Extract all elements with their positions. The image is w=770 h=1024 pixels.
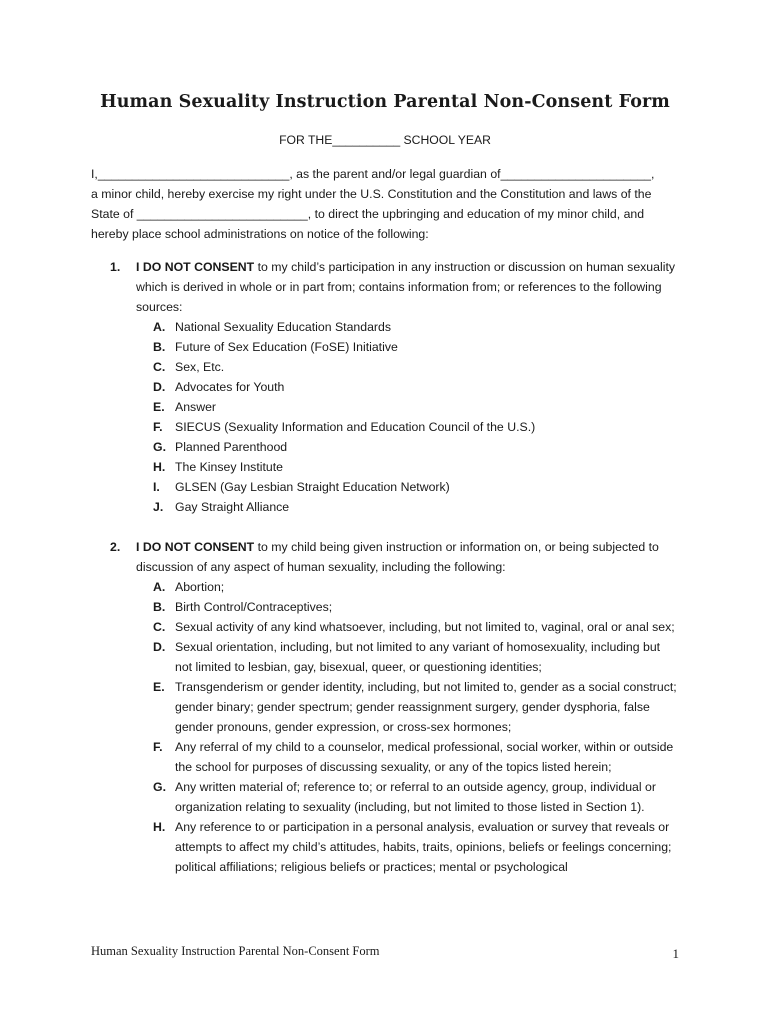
page-number: 1 [672,946,679,961]
item-text: Sex, Etc. [175,360,225,374]
list-item [136,777,680,817]
item-text: Answer [175,400,217,414]
list-item [136,437,680,457]
item-letter: D. [153,640,166,654]
item-text: Any written material of; reference to; or referral to an outside agency, group, individual or organization relating to sexuality (including, but not limited to those listed in Section 1). [175,780,656,814]
item-text: The Kinsey Institute [175,460,283,474]
list-item [136,457,680,477]
item-letter: J. [153,500,164,514]
item-letter: E. [153,680,165,694]
item-text: Advocates for Youth [175,380,285,394]
section-text: to my child being given instruction or information on, or being subjected to discussion of any aspect of human sexuality, including the following: [136,540,659,574]
item-letter: B. [153,340,166,354]
list-item [136,637,680,677]
item-text: Any referral of my child to a counselor, medical professional, social worker, within or outside the school for purposes of discussing sexuality, or any of the topics listed herein; [175,740,674,774]
item-text: Sexual activity of any kind whatsoever, including, but not limited to, vaginal, oral or anal sex; [175,620,675,634]
list-item [136,357,680,377]
list-item [136,317,680,337]
intro-paragraph [91,164,681,244]
item-text: National Sexuality Education Standards [175,320,392,334]
section-number: 1. [110,260,121,274]
section-lead: I DO NOT CONSENT [136,260,255,274]
section-number: 2. [110,540,121,554]
item-letter: H. [153,820,166,834]
item-letter: I. [153,480,160,494]
intro-line: hereby place school administrations on notice of the following: [91,227,429,241]
item-letter: H. [153,460,166,474]
item-text: Any reference to or participation in a personal analysis, evaluation or survey that reveals or attempts to affect my child’s attitudes, habits, traits, opinions, beliefs or feelings concerning; political affiliations; religious beliefs or practices; mental or psychological [175,820,672,874]
item-text: Sexual orientation, including, but not limited to any variant of homosexuality, including but not limited to lesbian, gay, bisexual, queer, or questioning identities; [175,640,661,674]
item-letter: F. [153,740,163,754]
list-item [136,337,680,357]
list-item [136,597,680,617]
list-item [136,577,680,597]
item-text: GLSEN (Gay Lesbian Straight Education Network) [175,480,450,494]
list-item [136,817,680,877]
intro-line: a minor child, hereby exercise my right under the U.S. Constitution and the Constitution and laws of the [91,187,652,201]
list-item [136,737,680,777]
item-letter: G. [153,440,166,454]
intro-line: State of _________________________, to direct the upbringing and education of my minor child, and [91,207,645,221]
list-item [136,377,680,397]
item-letter: C. [153,620,166,634]
school-year-line: FOR THE__________ SCHOOL YEAR [279,133,491,147]
list-item [136,397,680,417]
item-letter: A. [153,580,166,594]
item-text: Future of Sex Education (FoSE) Initiative [175,340,398,354]
item-text: SIECUS (Sexuality Information and Education Council of the U.S.) [175,420,536,434]
section-1 [110,257,680,517]
section-2 [110,537,680,877]
footer-title: Human Sexuality Instruction Parental Non-Consent Form [91,944,380,958]
section-text: to my child’s participation in any instruction or discussion on human sexuality which is derived in whole or in part from; contains information from; or references to the following sources: [136,260,676,314]
item-text: Transgenderism or gender identity, including, but not limited to, gender as a social construct; gender binary; gender spectrum; gender reassignment surgery, gender dysphoria, false gender pronouns, gender expression, or cross-sex hormones; [175,680,677,734]
item-letter: B. [153,600,166,614]
list-item [136,477,680,497]
item-text: Birth Control/Contraceptives; [175,600,333,614]
list-item [136,417,680,437]
document-title: Human Sexuality Instruction Parental Non-Consent Form [100,92,670,112]
intro-line: I,____________________________, as the parent and/or legal guardian of______________________, [91,167,655,181]
item-text: Gay Straight Alliance [175,500,290,514]
list-item [136,677,680,737]
section-2-list [110,577,680,877]
section-1-list [110,317,680,517]
item-letter: A. [153,320,166,334]
item-text: Abortion; [175,580,225,594]
item-letter: C. [153,360,166,374]
section-1-heading [110,257,680,317]
item-letter: D. [153,380,166,394]
item-text: Planned Parenthood [175,440,288,454]
section-2-heading [110,537,680,577]
item-letter: E. [153,400,165,414]
item-letter: G. [153,780,166,794]
item-letter: F. [153,420,163,434]
section-lead: I DO NOT CONSENT [136,540,255,554]
list-item [136,497,680,517]
list-item [136,617,680,637]
